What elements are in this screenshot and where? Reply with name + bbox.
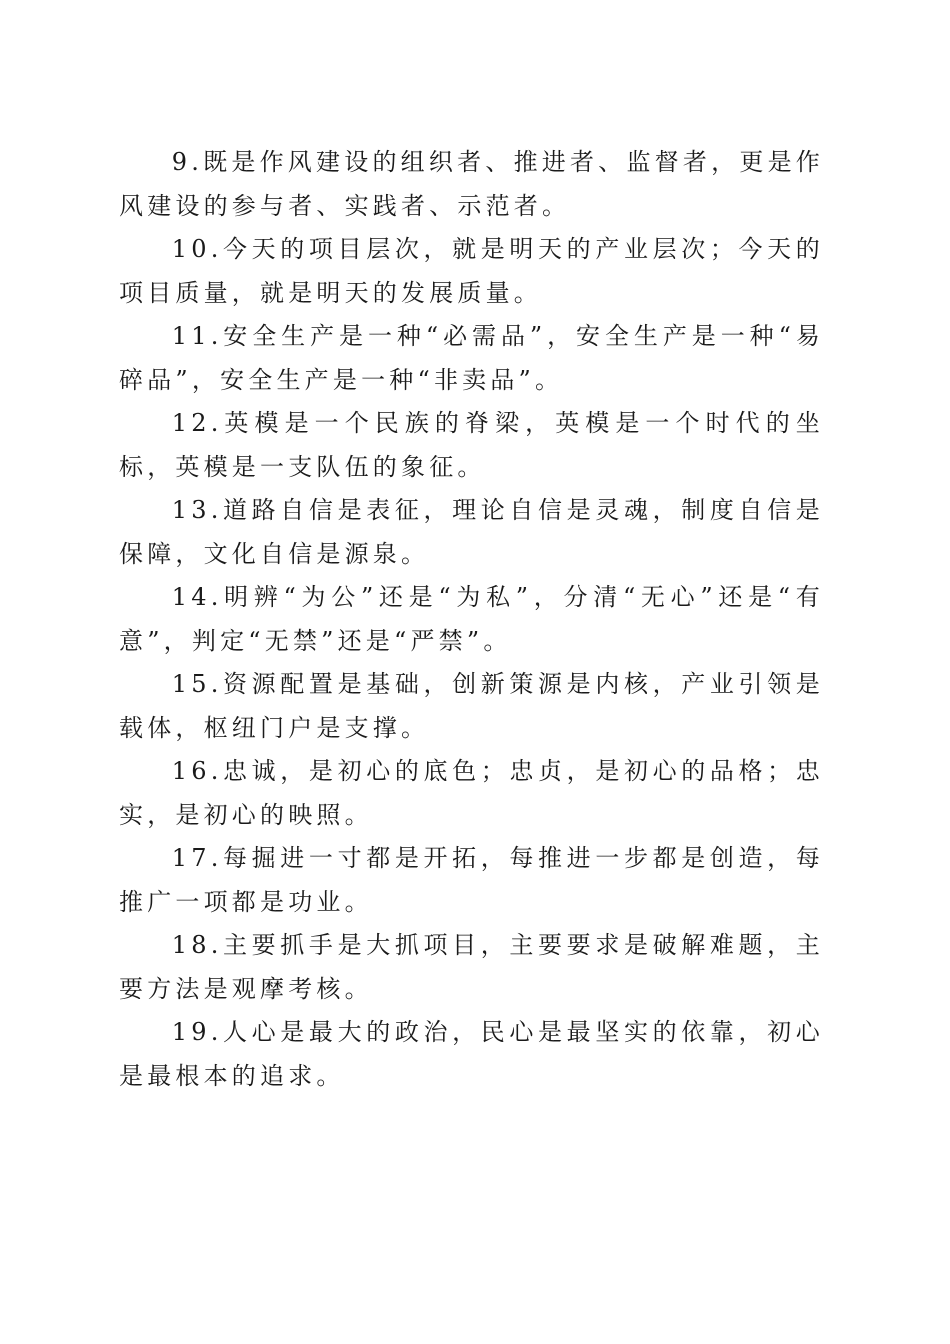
- paragraph-14: 14.明辨“为公”还是“为私”，分清“无心”还是“有意”，判定“无禁”还是“严禁”。: [119, 583, 824, 655]
- paragraph-16: 16.忠诚，是初心的底色；忠贞，是初心的品格；忠实，是初心的映照。: [119, 757, 824, 829]
- paragraph-13: 13.道路自信是表征，理论自信是灵魂，制度自信是保障，文化自信是源泉。: [119, 496, 824, 568]
- document-body: [119, 141, 824, 1098]
- paragraph-15: 15.资源配置是基础，创新策源是内核，产业引领是载体，枢纽门户是支撑。: [119, 670, 824, 742]
- paragraph-9: 9.既是作风建设的组织者、推进者、监督者，更是作风建设的参与者、实践者、示范者。: [119, 148, 824, 220]
- paragraph-12: 12.英模是一个民族的脊梁，英模是一个时代的坐标，英模是一支队伍的象征。: [119, 409, 824, 481]
- paragraph-17: 17.每掘进一寸都是开拓，每推进一步都是创造，每推广一项都是功业。: [119, 844, 824, 916]
- paragraph-11: 11.安全生产是一种“必需品”，安全生产是一种“易碎品”，安全生产是一种“非卖品”。: [119, 322, 824, 394]
- paragraph-18: 18.主要抓手是大抓项目，主要要求是破解难题，主要方法是观摩考核。: [119, 931, 824, 1003]
- paragraph-10: 10.今天的项目层次，就是明天的产业层次；今天的项目质量，就是明天的发展质量。: [119, 235, 824, 307]
- paragraph-19: 19.人心是最大的政治，民心是最坚实的依靠，初心是最根本的追求。: [119, 1018, 824, 1090]
